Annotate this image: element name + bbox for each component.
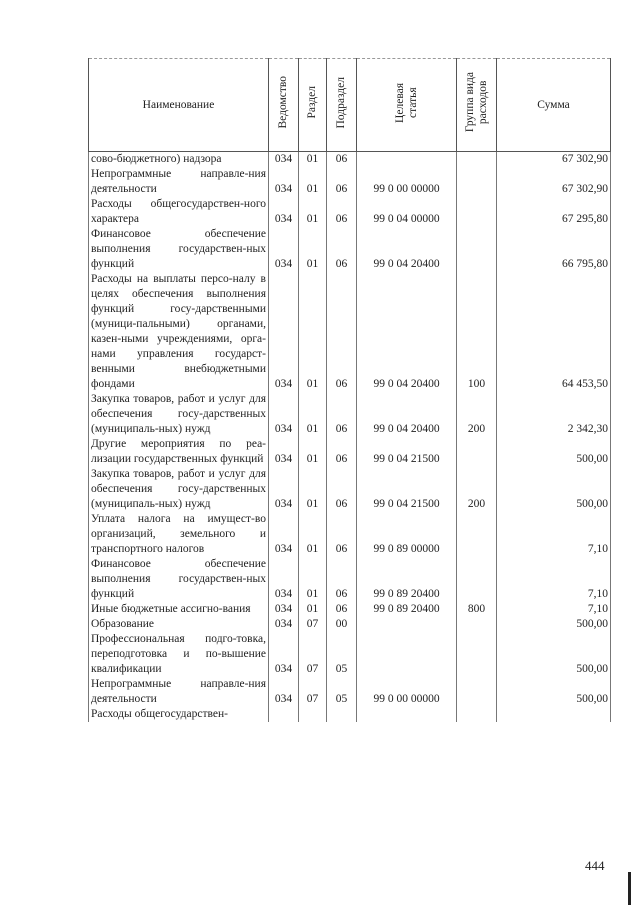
cell-name: сово-бюджетного) надзора — [89, 152, 269, 168]
cell-statya: 99 0 04 20400 — [357, 392, 457, 437]
cell-podrazdel: 06 — [327, 512, 357, 557]
table-row — [89, 197, 611, 227]
cell-name: Образование — [89, 617, 269, 632]
cell-podrazdel: 00 — [327, 617, 357, 632]
cell-statya: 99 0 89 20400 — [357, 602, 457, 617]
cell-razdel: 07 — [299, 632, 327, 677]
cell-gruppa — [457, 197, 497, 227]
budget-table — [88, 58, 611, 722]
cell-statya: 99 0 04 20400 — [357, 272, 457, 392]
cell-vedomstvo: 034 — [269, 512, 299, 557]
header-gruppa: Группа вида расходов — [457, 59, 497, 152]
cell-name: Расходы общегосударствен-ного характера — [89, 197, 269, 227]
cell-vedomstvo: 034 — [269, 197, 299, 227]
cell-podrazdel: 05 — [327, 632, 357, 677]
cell-gruppa: 100 — [457, 272, 497, 392]
cell-vedomstvo: 034 — [269, 437, 299, 467]
cell-statya: 99 0 04 21500 — [357, 437, 457, 467]
cell-razdel: 01 — [299, 602, 327, 617]
cell-gruppa — [457, 512, 497, 557]
cell-podrazdel: 06 — [327, 197, 357, 227]
cell-statya: 99 0 89 20400 — [357, 557, 457, 602]
table-header-row — [89, 59, 611, 152]
cell-summa: 500,00 — [497, 467, 611, 512]
cell-statya — [357, 152, 457, 168]
table-row — [89, 167, 611, 197]
header-name: Наименование — [89, 59, 269, 152]
cell-podrazdel: 06 — [327, 392, 357, 437]
cell-statya — [357, 632, 457, 677]
table-row — [89, 437, 611, 467]
table-row — [89, 632, 611, 677]
cell-name: Закупка товаров, работ и услуг для обеспечения госу-дарственных (муниципаль-ных) нужд — [89, 467, 269, 512]
cell-podrazdel: 06 — [327, 437, 357, 467]
table-row — [89, 617, 611, 632]
cell-gruppa — [457, 707, 497, 722]
table-row — [89, 392, 611, 437]
cell-statya: 99 0 00 00000 — [357, 677, 457, 707]
table-row — [89, 272, 611, 392]
cell-vedomstvo: 034 — [269, 167, 299, 197]
cell-summa: 500,00 — [497, 632, 611, 677]
cell-razdel — [299, 707, 327, 722]
cell-razdel: 01 — [299, 167, 327, 197]
cell-gruppa — [457, 617, 497, 632]
cell-podrazdel: 06 — [327, 272, 357, 392]
cell-name: Профессиональная подго-товка, переподготовка и по-вышение квалификации — [89, 632, 269, 677]
cell-podrazdel: 06 — [327, 467, 357, 512]
header-vedomstvo: Ведомство — [269, 59, 299, 152]
cell-razdel: 07 — [299, 677, 327, 707]
cell-summa: 500,00 — [497, 677, 611, 707]
cell-razdel: 01 — [299, 437, 327, 467]
page-edge-mark — [628, 872, 631, 905]
cell-vedomstvo: 034 — [269, 632, 299, 677]
cell-summa: 67 295,80 — [497, 197, 611, 227]
cell-vedomstvo: 034 — [269, 677, 299, 707]
cell-name: Финансовое обеспечение выполнения государствен-ных функций — [89, 227, 269, 272]
cell-vedomstvo: 034 — [269, 557, 299, 602]
page-number: 444 — [585, 858, 605, 873]
cell-summa: 67 302,90 — [497, 152, 611, 168]
cell-vedomstvo — [269, 707, 299, 722]
header-statya: Целевая статья — [357, 59, 457, 152]
cell-vedomstvo: 034 — [269, 152, 299, 168]
cell-vedomstvo: 034 — [269, 392, 299, 437]
cell-name: Расходы общегосударствен- — [89, 707, 269, 722]
cell-summa: 500,00 — [497, 617, 611, 632]
cell-statya: 99 0 00 00000 — [357, 167, 457, 197]
cell-vedomstvo: 034 — [269, 617, 299, 632]
cell-name: Непрограммные направле-ния деятельности — [89, 677, 269, 707]
cell-name: Финансовое обеспечение выполнения государствен-ных функций — [89, 557, 269, 602]
cell-razdel: 01 — [299, 467, 327, 512]
cell-summa — [497, 707, 611, 722]
cell-name: Непрограммные направле-ния деятельности — [89, 167, 269, 197]
header-razdel: Раздел — [299, 59, 327, 152]
cell-statya: 99 0 89 00000 — [357, 512, 457, 557]
table-row — [89, 677, 611, 707]
cell-gruppa: 200 — [457, 392, 497, 437]
table-row — [89, 557, 611, 602]
cell-vedomstvo: 034 — [269, 602, 299, 617]
table-row — [89, 227, 611, 272]
cell-statya: 99 0 04 20400 — [357, 227, 457, 272]
table-row — [89, 602, 611, 617]
cell-summa: 7,10 — [497, 512, 611, 557]
cell-statya — [357, 707, 457, 722]
cell-razdel: 07 — [299, 617, 327, 632]
cell-name: Закупка товаров, работ и услуг для обеспечения госу-дарственных (муниципаль-ных) нужд — [89, 392, 269, 437]
cell-razdel: 01 — [299, 152, 327, 168]
cell-statya: 99 0 04 00000 — [357, 197, 457, 227]
cell-gruppa — [457, 167, 497, 197]
table-row — [89, 152, 611, 168]
cell-razdel: 01 — [299, 392, 327, 437]
header-podrazdel: Подраздел — [327, 59, 357, 152]
cell-summa: 64 453,50 — [497, 272, 611, 392]
cell-podrazdel: 06 — [327, 602, 357, 617]
cell-name: Расходы на выплаты персо-налу в целях обеспечения выполнения функций госу-дарственными (муници-пальными) органами, казен-ными учреждениями, орга-нами управления государст-венными внебюджетными фондами — [89, 272, 269, 392]
cell-gruppa: 800 — [457, 602, 497, 617]
cell-name: Иные бюджетные ассигно-вания — [89, 602, 269, 617]
cell-gruppa — [457, 557, 497, 602]
cell-podrazdel — [327, 707, 357, 722]
cell-gruppa — [457, 152, 497, 168]
cell-gruppa — [457, 677, 497, 707]
cell-name: Уплата налога на имущест-во организаций, земельного и транспортного налогов — [89, 512, 269, 557]
cell-summa: 500,00 — [497, 437, 611, 467]
cell-statya — [357, 617, 457, 632]
cell-razdel: 01 — [299, 197, 327, 227]
cell-podrazdel: 06 — [327, 557, 357, 602]
cell-podrazdel: 05 — [327, 677, 357, 707]
cell-gruppa — [457, 437, 497, 467]
cell-summa: 7,10 — [497, 557, 611, 602]
cell-statya: 99 0 04 21500 — [357, 467, 457, 512]
cell-gruppa — [457, 632, 497, 677]
cell-podrazdel: 06 — [327, 167, 357, 197]
cell-razdel: 01 — [299, 557, 327, 602]
cell-vedomstvo: 034 — [269, 227, 299, 272]
header-summa: Сумма — [497, 59, 611, 152]
cell-gruppa: 200 — [457, 467, 497, 512]
cell-summa: 66 795,80 — [497, 227, 611, 272]
table-row — [89, 467, 611, 512]
cell-summa: 2 342,30 — [497, 392, 611, 437]
cell-razdel: 01 — [299, 272, 327, 392]
cell-podrazdel: 06 — [327, 152, 357, 168]
cell-summa: 67 302,90 — [497, 167, 611, 197]
table-row — [89, 707, 611, 722]
cell-vedomstvo: 034 — [269, 272, 299, 392]
table-row — [89, 512, 611, 557]
cell-vedomstvo: 034 — [269, 467, 299, 512]
cell-summa: 7,10 — [497, 602, 611, 617]
cell-razdel: 01 — [299, 227, 327, 272]
cell-name: Другие мероприятия по реа-лизации государственных функций — [89, 437, 269, 467]
cell-podrazdel: 06 — [327, 227, 357, 272]
cell-gruppa — [457, 227, 497, 272]
cell-razdel: 01 — [299, 512, 327, 557]
